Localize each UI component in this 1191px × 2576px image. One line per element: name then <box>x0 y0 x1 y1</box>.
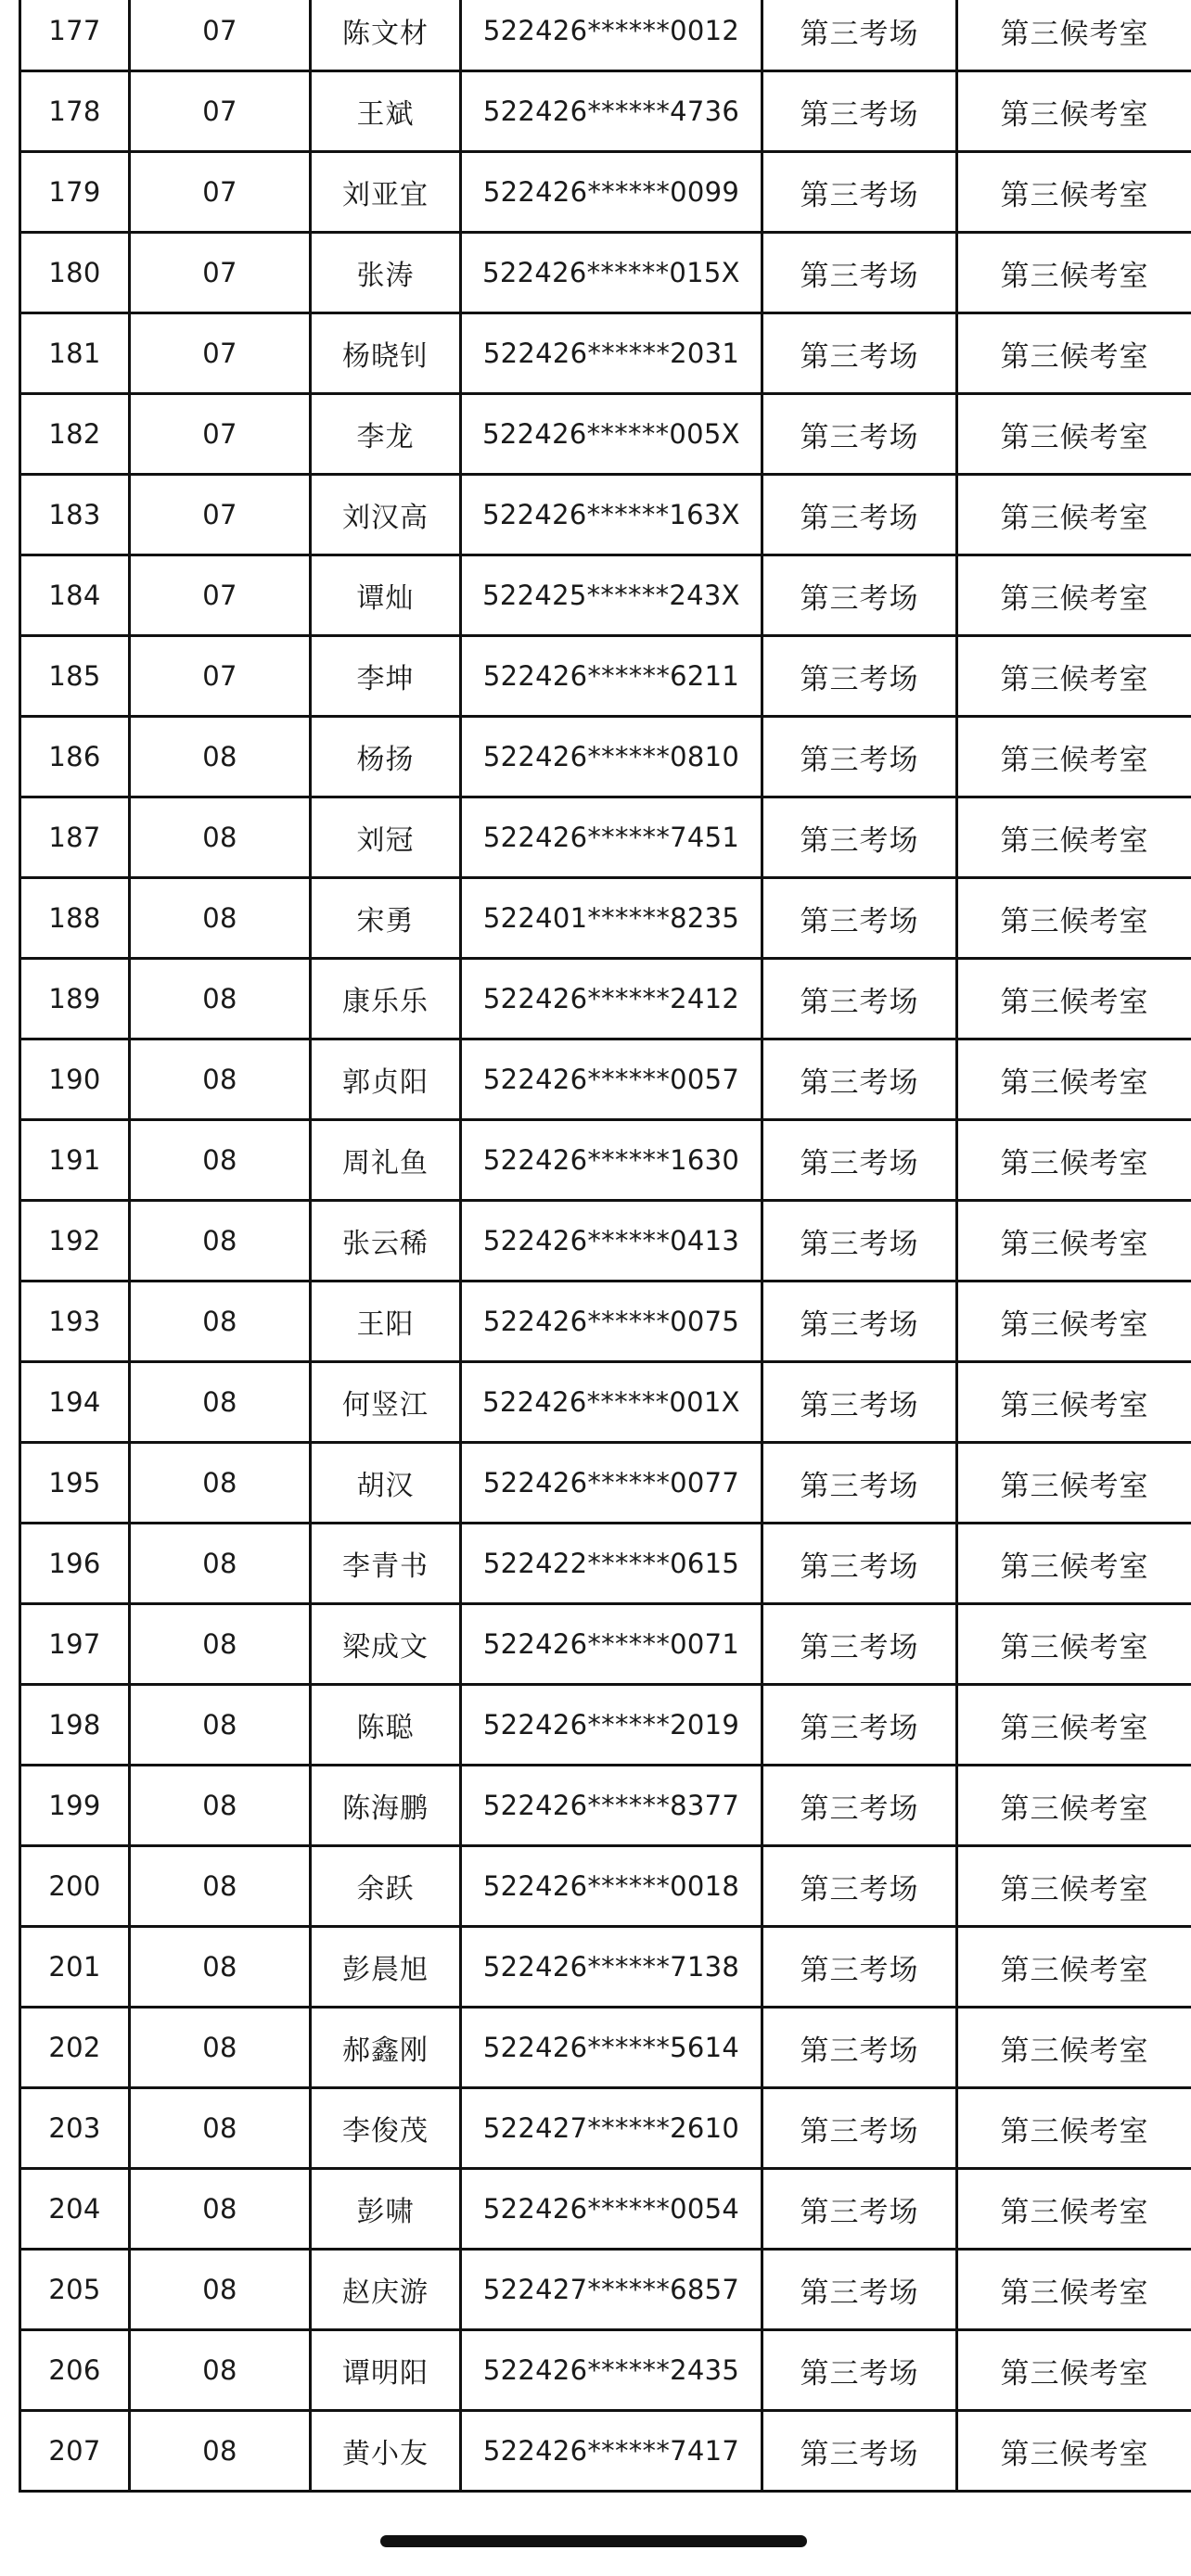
cell-exam-room: 第三考场 <box>762 394 957 475</box>
cell-exam-room: 第三考场 <box>762 797 957 878</box>
cell-waiting-room: 第三候考室 <box>957 636 1191 717</box>
cell-exam-room: 第三考场 <box>762 1443 957 1524</box>
cell-group: 07 <box>130 313 311 394</box>
cell-id-number: 522426******0077 <box>461 1443 762 1524</box>
cell-waiting-room: 第三候考室 <box>957 2250 1191 2330</box>
cell-exam-room: 第三考场 <box>762 233 957 313</box>
table-row <box>20 71 1191 152</box>
cell-id-number: 522426******0810 <box>461 717 762 797</box>
cell-seq-number: 207 <box>20 2411 130 2492</box>
cell-id-number: 522426******1630 <box>461 1120 762 1201</box>
cell-group: 08 <box>130 2008 311 2088</box>
cell-waiting-room: 第三候考室 <box>957 71 1191 152</box>
table-row <box>20 1927 1191 2008</box>
cell-name: 黄小友 <box>311 2411 461 2492</box>
cell-id-number: 522426******7138 <box>461 1927 762 2008</box>
cell-seq-number: 181 <box>20 313 130 394</box>
cell-seq-number: 198 <box>20 1685 130 1766</box>
cell-waiting-room: 第三候考室 <box>957 1604 1191 1685</box>
cell-exam-room: 第三考场 <box>762 2250 957 2330</box>
cell-group: 08 <box>130 1282 311 1362</box>
cell-waiting-room: 第三候考室 <box>957 1362 1191 1443</box>
cell-id-number: 522426******2031 <box>461 313 762 394</box>
cell-exam-room: 第三考场 <box>762 959 957 1039</box>
cell-group: 07 <box>130 0 311 71</box>
cell-seq-number: 192 <box>20 1201 130 1282</box>
cell-id-number: 522426******5614 <box>461 2008 762 2088</box>
cell-seq-number: 178 <box>20 71 130 152</box>
cell-name: 彭晨旭 <box>311 1927 461 2008</box>
cell-exam-room: 第三考场 <box>762 878 957 959</box>
cell-waiting-room: 第三候考室 <box>957 555 1191 636</box>
cell-name: 谭灿 <box>311 555 461 636</box>
cell-seq-number: 196 <box>20 1524 130 1604</box>
table-row <box>20 636 1191 717</box>
cell-waiting-room: 第三候考室 <box>957 2411 1191 2492</box>
table-row <box>20 2250 1191 2330</box>
cell-name: 胡汉 <box>311 1443 461 1524</box>
cell-group: 07 <box>130 475 311 555</box>
document-table-container[interactable] <box>19 0 1191 2493</box>
table-row <box>20 797 1191 878</box>
cell-waiting-room: 第三候考室 <box>957 1039 1191 1120</box>
cell-id-number: 522426******0054 <box>461 2169 762 2250</box>
cell-name: 梁成文 <box>311 1604 461 1685</box>
cell-waiting-room: 第三候考室 <box>957 152 1191 233</box>
cell-group: 07 <box>130 233 311 313</box>
table-row <box>20 0 1191 71</box>
cell-exam-room: 第三考场 <box>762 2008 957 2088</box>
cell-name: 陈聪 <box>311 1685 461 1766</box>
cell-id-number: 522426******0012 <box>461 0 762 71</box>
cell-seq-number: 177 <box>20 0 130 71</box>
cell-seq-number: 194 <box>20 1362 130 1443</box>
cell-id-number: 522426******2435 <box>461 2330 762 2411</box>
cell-exam-room: 第三考场 <box>762 1927 957 2008</box>
cell-exam-room: 第三考场 <box>762 1846 957 1927</box>
table-row <box>20 555 1191 636</box>
table-row <box>20 1846 1191 1927</box>
table-row <box>20 2008 1191 2088</box>
cell-exam-room: 第三考场 <box>762 1362 957 1443</box>
cell-name: 杨晓钊 <box>311 313 461 394</box>
cell-group: 07 <box>130 71 311 152</box>
cell-waiting-room: 第三候考室 <box>957 1927 1191 2008</box>
cell-waiting-room: 第三候考室 <box>957 0 1191 71</box>
cell-exam-room: 第三考场 <box>762 475 957 555</box>
cell-waiting-room: 第三候考室 <box>957 878 1191 959</box>
home-indicator-bar[interactable] <box>380 2535 807 2547</box>
cell-exam-room: 第三考场 <box>762 2169 957 2250</box>
table-row <box>20 1685 1191 1766</box>
cell-name: 赵庆游 <box>311 2250 461 2330</box>
cell-exam-room: 第三考场 <box>762 1524 957 1604</box>
cell-seq-number: 202 <box>20 2008 130 2088</box>
table-row <box>20 1120 1191 1201</box>
table-row <box>20 2411 1191 2492</box>
table-row <box>20 1201 1191 1282</box>
cell-waiting-room: 第三候考室 <box>957 2169 1191 2250</box>
table-row <box>20 1039 1191 1120</box>
cell-name: 李青书 <box>311 1524 461 1604</box>
cell-id-number: 522426******2019 <box>461 1685 762 1766</box>
cell-waiting-room: 第三候考室 <box>957 1685 1191 1766</box>
cell-waiting-room: 第三候考室 <box>957 959 1191 1039</box>
cell-waiting-room: 第三候考室 <box>957 2088 1191 2169</box>
table-row <box>20 394 1191 475</box>
cell-exam-room: 第三考场 <box>762 152 957 233</box>
cell-group: 08 <box>130 1927 311 2008</box>
table-row <box>20 475 1191 555</box>
table-row <box>20 1604 1191 1685</box>
exam-assignment-table <box>19 0 1191 2493</box>
cell-seq-number: 206 <box>20 2330 130 2411</box>
cell-group: 08 <box>130 2250 311 2330</box>
cell-name: 谭明阳 <box>311 2330 461 2411</box>
cell-group: 08 <box>130 1039 311 1120</box>
cell-name: 何竖江 <box>311 1362 461 1443</box>
cell-waiting-room: 第三候考室 <box>957 717 1191 797</box>
cell-waiting-room: 第三候考室 <box>957 1201 1191 1282</box>
table-row <box>20 959 1191 1039</box>
cell-exam-room: 第三考场 <box>762 2088 957 2169</box>
cell-exam-room: 第三考场 <box>762 1766 957 1846</box>
cell-id-number: 522426******7451 <box>461 797 762 878</box>
cell-exam-room: 第三考场 <box>762 2411 957 2492</box>
cell-group: 08 <box>130 2169 311 2250</box>
cell-seq-number: 187 <box>20 797 130 878</box>
cell-waiting-room: 第三候考室 <box>957 1443 1191 1524</box>
cell-seq-number: 205 <box>20 2250 130 2330</box>
cell-group: 08 <box>130 959 311 1039</box>
cell-seq-number: 179 <box>20 152 130 233</box>
cell-group: 08 <box>130 1685 311 1766</box>
cell-exam-room: 第三考场 <box>762 313 957 394</box>
table-row <box>20 2330 1191 2411</box>
cell-seq-number: 193 <box>20 1282 130 1362</box>
cell-name: 张涛 <box>311 233 461 313</box>
cell-seq-number: 201 <box>20 1927 130 2008</box>
cell-waiting-room: 第三候考室 <box>957 313 1191 394</box>
cell-id-number: 522427******6857 <box>461 2250 762 2330</box>
table-row <box>20 1362 1191 1443</box>
cell-group: 08 <box>130 1524 311 1604</box>
table-row <box>20 2169 1191 2250</box>
cell-group: 08 <box>130 1201 311 1282</box>
cell-name: 王斌 <box>311 71 461 152</box>
cell-group: 07 <box>130 636 311 717</box>
cell-seq-number: 190 <box>20 1039 130 1120</box>
cell-group: 08 <box>130 2088 311 2169</box>
cell-name: 李坤 <box>311 636 461 717</box>
cell-seq-number: 185 <box>20 636 130 717</box>
cell-name: 郝鑫刚 <box>311 2008 461 2088</box>
cell-name: 刘汉高 <box>311 475 461 555</box>
cell-exam-room: 第三考场 <box>762 1120 957 1201</box>
cell-name: 王阳 <box>311 1282 461 1362</box>
cell-seq-number: 204 <box>20 2169 130 2250</box>
cell-id-number: 522425******243X <box>461 555 762 636</box>
cell-group: 08 <box>130 1443 311 1524</box>
table-row <box>20 1443 1191 1524</box>
cell-group: 08 <box>130 2330 311 2411</box>
cell-id-number: 522426******0099 <box>461 152 762 233</box>
cell-seq-number: 186 <box>20 717 130 797</box>
table-row <box>20 1282 1191 1362</box>
cell-id-number: 522422******0615 <box>461 1524 762 1604</box>
cell-name: 李俊茂 <box>311 2088 461 2169</box>
cell-name: 刘冠 <box>311 797 461 878</box>
cell-seq-number: 197 <box>20 1604 130 1685</box>
cell-group: 08 <box>130 797 311 878</box>
cell-id-number: 522426******005X <box>461 394 762 475</box>
table-row <box>20 1766 1191 1846</box>
cell-id-number: 522426******163X <box>461 475 762 555</box>
cell-seq-number: 199 <box>20 1766 130 1846</box>
cell-name: 郭贞阳 <box>311 1039 461 1120</box>
table-body <box>20 0 1191 2492</box>
cell-id-number: 522426******0018 <box>461 1846 762 1927</box>
cell-waiting-room: 第三候考室 <box>957 2330 1191 2411</box>
cell-seq-number: 180 <box>20 233 130 313</box>
cell-name: 彭啸 <box>311 2169 461 2250</box>
cell-exam-room: 第三考场 <box>762 2330 957 2411</box>
cell-id-number: 522401******8235 <box>461 878 762 959</box>
cell-exam-room: 第三考场 <box>762 1039 957 1120</box>
cell-exam-room: 第三考场 <box>762 1282 957 1362</box>
cell-waiting-room: 第三候考室 <box>957 1282 1191 1362</box>
cell-seq-number: 184 <box>20 555 130 636</box>
cell-id-number: 522426******0071 <box>461 1604 762 1685</box>
table-row <box>20 1524 1191 1604</box>
cell-id-number: 522426******7417 <box>461 2411 762 2492</box>
cell-exam-room: 第三考场 <box>762 1604 957 1685</box>
cell-seq-number: 182 <box>20 394 130 475</box>
cell-id-number: 522426******6211 <box>461 636 762 717</box>
cell-waiting-room: 第三候考室 <box>957 233 1191 313</box>
cell-name: 张云稀 <box>311 1201 461 1282</box>
cell-group: 08 <box>130 717 311 797</box>
cell-waiting-room: 第三候考室 <box>957 1846 1191 1927</box>
cell-group: 07 <box>130 152 311 233</box>
table-row <box>20 152 1191 233</box>
cell-group: 07 <box>130 555 311 636</box>
cell-exam-room: 第三考场 <box>762 71 957 152</box>
table-row <box>20 717 1191 797</box>
cell-waiting-room: 第三候考室 <box>957 475 1191 555</box>
cell-seq-number: 189 <box>20 959 130 1039</box>
cell-exam-room: 第三考场 <box>762 1685 957 1766</box>
cell-id-number: 522426******0057 <box>461 1039 762 1120</box>
cell-seq-number: 183 <box>20 475 130 555</box>
cell-id-number: 522426******001X <box>461 1362 762 1443</box>
cell-name: 李龙 <box>311 394 461 475</box>
cell-seq-number: 200 <box>20 1846 130 1927</box>
cell-id-number: 522426******0413 <box>461 1201 762 1282</box>
cell-id-number: 522426******8377 <box>461 1766 762 1846</box>
cell-group: 08 <box>130 1604 311 1685</box>
cell-name: 康乐乐 <box>311 959 461 1039</box>
cell-seq-number: 203 <box>20 2088 130 2169</box>
table-row <box>20 878 1191 959</box>
cell-exam-room: 第三考场 <box>762 555 957 636</box>
cell-group: 07 <box>130 394 311 475</box>
cell-name: 宋勇 <box>311 878 461 959</box>
cell-name: 杨扬 <box>311 717 461 797</box>
cell-name: 陈文材 <box>311 0 461 71</box>
cell-group: 08 <box>130 2411 311 2492</box>
cell-exam-room: 第三考场 <box>762 1201 957 1282</box>
cell-waiting-room: 第三候考室 <box>957 394 1191 475</box>
cell-id-number: 522426******0075 <box>461 1282 762 1362</box>
cell-seq-number: 195 <box>20 1443 130 1524</box>
cell-name: 刘亚宜 <box>311 152 461 233</box>
cell-waiting-room: 第三候考室 <box>957 1120 1191 1201</box>
cell-name: 陈海鹏 <box>311 1766 461 1846</box>
cell-id-number: 522426******4736 <box>461 71 762 152</box>
cell-name: 周礼鱼 <box>311 1120 461 1201</box>
cell-name: 余跃 <box>311 1846 461 1927</box>
cell-waiting-room: 第三候考室 <box>957 1766 1191 1846</box>
cell-waiting-room: 第三候考室 <box>957 1524 1191 1604</box>
cell-group: 08 <box>130 1846 311 1927</box>
table-row <box>20 2088 1191 2169</box>
cell-exam-room: 第三考场 <box>762 0 957 71</box>
cell-exam-room: 第三考场 <box>762 636 957 717</box>
cell-group: 08 <box>130 1120 311 1201</box>
table-row <box>20 233 1191 313</box>
cell-id-number: 522426******015X <box>461 233 762 313</box>
cell-group: 08 <box>130 878 311 959</box>
cell-waiting-room: 第三候考室 <box>957 797 1191 878</box>
cell-group: 08 <box>130 1766 311 1846</box>
cell-id-number: 522426******2412 <box>461 959 762 1039</box>
cell-group: 08 <box>130 1362 311 1443</box>
cell-exam-room: 第三考场 <box>762 717 957 797</box>
cell-id-number: 522427******2610 <box>461 2088 762 2169</box>
table-row <box>20 313 1191 394</box>
cell-seq-number: 191 <box>20 1120 130 1201</box>
cell-seq-number: 188 <box>20 878 130 959</box>
cell-waiting-room: 第三候考室 <box>957 2008 1191 2088</box>
